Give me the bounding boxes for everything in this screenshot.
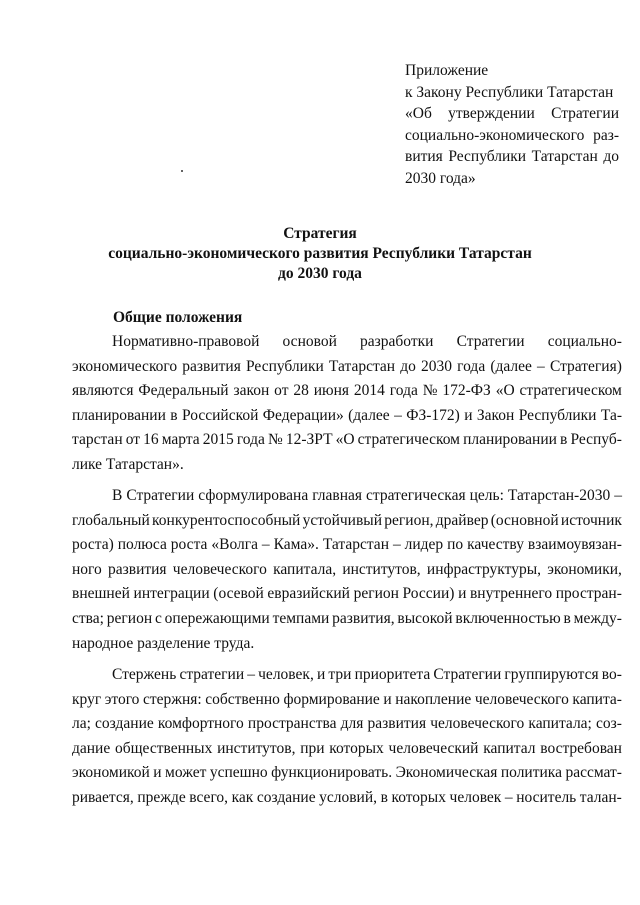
word: года [236,431,265,449]
word: – [261,536,270,554]
word: стержня: [142,690,202,708]
word: включенностью [455,609,561,627]
section-heading: Общие положения [113,309,243,326]
paragraph-line [72,607,622,632]
word: качеству [467,536,524,554]
word: по [447,536,464,554]
paragraph-line: лике Татарстан». [72,455,184,473]
word: экономического [72,357,178,375]
word: Респуб- [570,431,622,449]
word: Та- [600,406,622,424]
word: года [457,357,486,375]
word: востребован [540,739,622,757]
word: драйвер [435,511,489,529]
word: – [392,536,401,554]
word: (осевой [213,585,264,603]
word: простран- [555,585,622,603]
word: до [400,357,416,375]
title-line: Стратегия [283,225,357,242]
word: глобальный [72,511,150,529]
word: институтов, [217,739,296,757]
word: в [380,788,388,806]
word: социально-экономического [405,126,585,144]
word: пространства [247,715,337,733]
word: 2030 [421,357,453,375]
paragraph-strategic-goal [72,484,622,656]
word: Татарстан [322,536,389,554]
word: основой [282,333,337,350]
word: в [560,431,568,449]
word: группируются [504,666,599,683]
word: раз- [593,126,619,144]
word: являются [72,382,134,400]
paragraph-line [72,761,622,786]
word: и [316,666,326,683]
word: с [154,609,162,627]
word: формирование [283,690,380,708]
appendix-line: Приложение [405,62,489,79]
appendix-line [405,146,619,168]
word: от [125,431,141,449]
word: темпами [272,609,330,627]
word: 2015 [202,431,234,449]
word: источник [560,511,622,529]
paragraph-core-priorities [72,663,622,811]
word: стратегическом [519,382,622,400]
word: ного [72,560,102,578]
word: закон [233,382,270,400]
word: Стратегия) [549,357,622,375]
word: ла; [72,715,91,733]
word: планировании [463,431,557,449]
word: планировании [72,406,166,424]
word: может [165,764,207,782]
word: – [614,487,622,504]
paragraph-line [72,712,622,737]
word: комфортного [157,715,244,733]
paragraph-line [72,484,622,509]
word: всего, [189,788,229,806]
paragraph-line [72,404,622,429]
word: собственно [205,690,280,708]
word: регион, [384,511,434,529]
word: Татарстан-2030 [507,487,611,504]
word: экономики, [547,560,622,578]
word: инфраструктуры, [426,560,541,578]
appendix-line: 2030 года» [405,169,476,187]
word: Закон [476,406,515,424]
word: регион [106,609,153,627]
word: в [563,609,571,627]
word: условий, [319,788,378,806]
word: капитала, [273,560,337,578]
word: Федерации» [262,406,344,424]
word: Республики [448,148,527,165]
word: регион [353,585,399,603]
word: Экономическая [395,764,498,782]
paragraph-line [72,509,622,534]
word: марта [161,431,200,449]
word: круг [72,690,102,708]
word: в [170,406,178,424]
word: Российской [182,406,259,424]
word: развития [108,560,167,578]
word: России) [402,585,455,603]
word: опережающими [164,609,270,627]
word: интеграции [133,585,210,603]
word: социально- [547,333,622,350]
word: человек, [258,666,314,683]
word: (основной [490,511,559,529]
word: до [603,148,619,165]
word: взаимоувязан- [527,536,622,554]
scan-speck [181,170,183,172]
word: при [300,739,325,757]
word: во- [601,666,622,683]
word: июня [313,382,350,400]
word: внешней [72,585,130,603]
word: Стратегии [433,666,502,683]
word: функционировать. [271,764,393,782]
word: тарстан [72,431,123,449]
word: конкурентоспособный [152,511,301,529]
word: накопление [395,690,472,708]
word: этого [104,690,140,708]
word: ства; [72,609,104,627]
word: рассмат- [565,764,622,782]
word: которых [329,739,384,757]
word: № [422,382,438,400]
appendix-line [405,125,619,147]
word: 2014 [353,382,385,400]
word: 16 [143,431,159,449]
word: 12-ЗРТ [285,431,333,449]
word: Татарстан [328,357,396,375]
word: (далее [490,357,532,375]
paragraph-line [72,379,622,404]
word: успешно [209,764,268,782]
word: разработки [360,333,434,350]
word: создание [256,788,316,806]
word: прежде [137,788,186,806]
appendix-line [405,103,619,125]
word: человеческого [474,690,569,708]
appendix-line: к Закону Республики Татарстан [405,83,614,101]
word: Республики [246,357,324,375]
word: развития [367,715,427,733]
word: высокой [397,609,453,627]
word: человек [449,788,502,806]
word: года [389,382,418,400]
paragraph-line: народное разделение труда. [72,634,255,652]
word: которых [391,788,446,806]
word: – [504,788,513,806]
word: полюса [117,536,167,554]
paragraph-line [72,330,622,355]
paragraph-line [72,533,622,558]
word: человеческого [172,560,267,578]
word: три [328,666,352,683]
paragraph-line [72,558,622,583]
word: и [383,690,392,708]
word: – [394,406,402,424]
word: Кама». [273,536,319,554]
word: талан- [579,788,622,806]
word: евразийский [267,585,350,603]
paragraph-legal-basis [72,330,622,478]
word: общественных [114,739,213,757]
word: и [458,585,467,603]
paragraph-line [72,355,622,380]
word: капита- [572,690,622,708]
word: стратегическая [365,487,466,504]
word: лидер [404,536,444,554]
title-line: до 2030 года [278,265,362,282]
word: капитала; [528,715,592,733]
word: роста [170,536,208,554]
word: капитал [483,739,536,757]
word: создание [95,715,154,733]
appendix-note [405,60,619,189]
word: внутреннего [469,585,553,603]
word: Федеральный [138,382,229,400]
word: № [267,431,283,449]
word: как [231,788,254,806]
word: – [537,357,545,375]
word: вития [405,148,443,165]
paragraph-line [72,688,622,713]
paragraph-line [72,737,622,762]
word: Республики [518,406,597,424]
paragraph-line [72,582,622,607]
word: 28 [293,382,309,400]
word: человеческого [430,715,525,733]
word: соз- [596,715,622,733]
word: «Об [405,105,432,122]
word: человеческий [388,739,479,757]
word: устойчивый [302,511,383,529]
word: развития, [332,609,395,627]
word: стратегии [179,666,245,683]
word: от [274,382,289,400]
word: 172-ФЗ [442,382,491,400]
word: – [247,666,255,683]
word: развития [182,357,241,375]
word: для [340,715,364,733]
word: институтов, [342,560,421,578]
word: дание [72,739,111,757]
word: (далее [348,406,390,424]
word: «О [495,382,515,400]
title-line: социально-экономического развития Республики Татарстан [108,245,532,262]
word: и [153,764,162,782]
word: Стратегии [126,487,195,504]
word: носитель [516,788,577,806]
word: Нормативно-правовой [112,333,260,350]
word: Стратегии [551,105,619,122]
word: Татарстан [531,148,598,165]
word: «Волга [211,536,258,554]
word: сформулирована [198,487,309,504]
word: ФЗ-172) [406,406,460,424]
word: политика [500,764,562,782]
paragraph-line [72,663,622,688]
paragraph-line [72,786,622,811]
word: Стратегии [456,333,525,350]
word: цель: [469,487,504,504]
paragraph-line [72,428,622,453]
document-title [0,224,640,284]
word: главная [312,487,362,504]
word: ривается, [72,788,134,806]
word: утверждении [448,105,535,122]
word: приоритета [354,666,431,683]
word: Стержень [112,666,177,683]
word: роста) [72,536,114,554]
word: экономикой [72,764,150,782]
word: В [112,487,123,504]
word: стратегическом [357,431,460,449]
word: и [464,406,473,424]
word: между- [573,609,622,627]
word: «О [335,431,355,449]
